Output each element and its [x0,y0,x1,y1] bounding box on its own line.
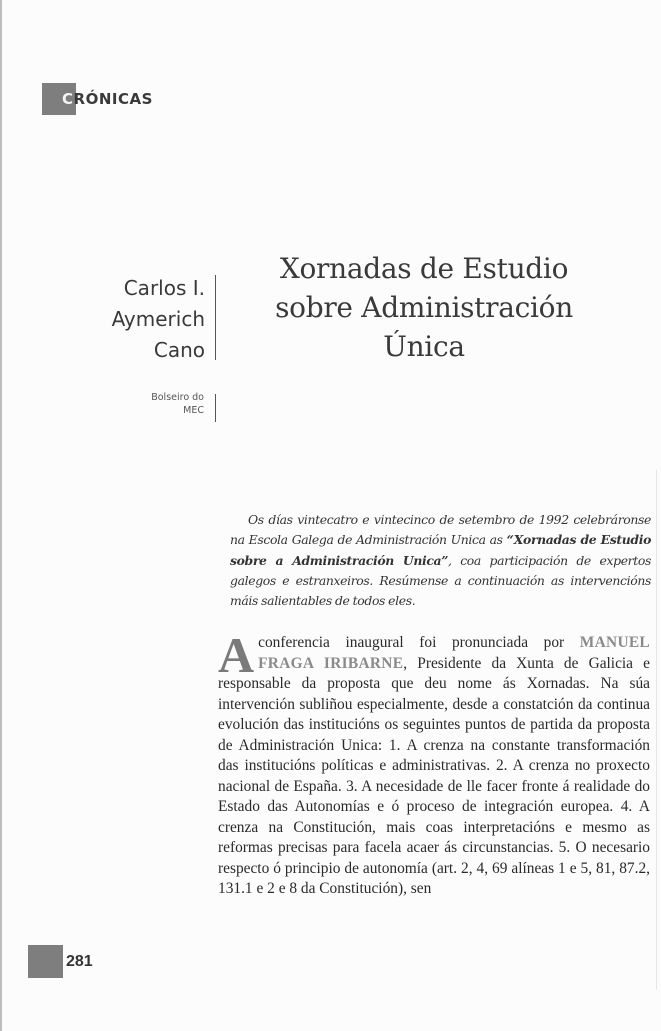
section-label-initial: C [62,90,74,108]
affiliation-line: Bolseiro do [151,392,204,403]
body-intro: conferencia inaugural foi pronunciada por [258,634,580,651]
body-text: , Presidente da Xunta de Galicia e responsable da proposta que deu nome ás Xornadas. Na súa intervención subliñou especialmente, desde a constatción da continua evolución das institucións os seguintes puntos de partida da proposta de Administración Unica: 1. A crenza na constante transformación das institucións políticas e administrativas. 2. A crenza no proxecto nacional de España. 3. A necesidade de lle facer fronte á realidade do Estado das Autonomías e ó proceso de integración europea. 4. A crenza na Constitución, mais coas interpretacións e mesmo as reformas precisas para facela acaer ás circunstancias. 5. O necesario respecto ó principio de autonomía (art. 2, 4, 69 alíneas 1 e 5, 81, 87.2, 131.1 e 2 e 8 da Constitución), sen [218,654,650,897]
title-line: Única [383,330,465,363]
section-label [62,90,153,108]
title-line: sobre Administración [275,291,573,324]
page-number: 281 [66,952,93,970]
affiliation-divider [215,394,216,422]
abstract-text: Os días vintecatro e vintecinco de setembro de 1992 celebráronse na Escola Galega de Administración Unica as [230,512,651,548]
abstract-text-cont: , coa participación de expertos galegos e estranxeiros. Resúmense a continuación as intervencións máis salientables de todos eles. [230,552,652,609]
section-header [42,83,153,115]
article-body [218,627,650,900]
author-divider [215,275,216,360]
author-line: Aymerich [111,307,205,331]
page-left-edge [0,0,2,1031]
page-number-block [28,945,63,978]
affiliation-line: MEC [183,405,204,416]
section-label-rest: RÓNICAS [73,90,153,108]
author-line: Cano [153,338,205,362]
article-title [238,249,610,366]
author-name [112,273,205,366]
title-line: Xornadas de Estudio [279,252,569,285]
author-affiliation [151,391,204,417]
author-line: Carlos I. [123,276,205,300]
article-abstract [230,510,651,611]
drop-cap: A [218,627,255,683]
page-footer [28,945,93,978]
speaker-name: MANUEL FRAGA IRIBARNE [258,634,650,672]
page-right-edge [656,470,657,990]
abstract-event-name: “Xornadas de Estudio sobre a Administración Unica” [230,532,652,568]
